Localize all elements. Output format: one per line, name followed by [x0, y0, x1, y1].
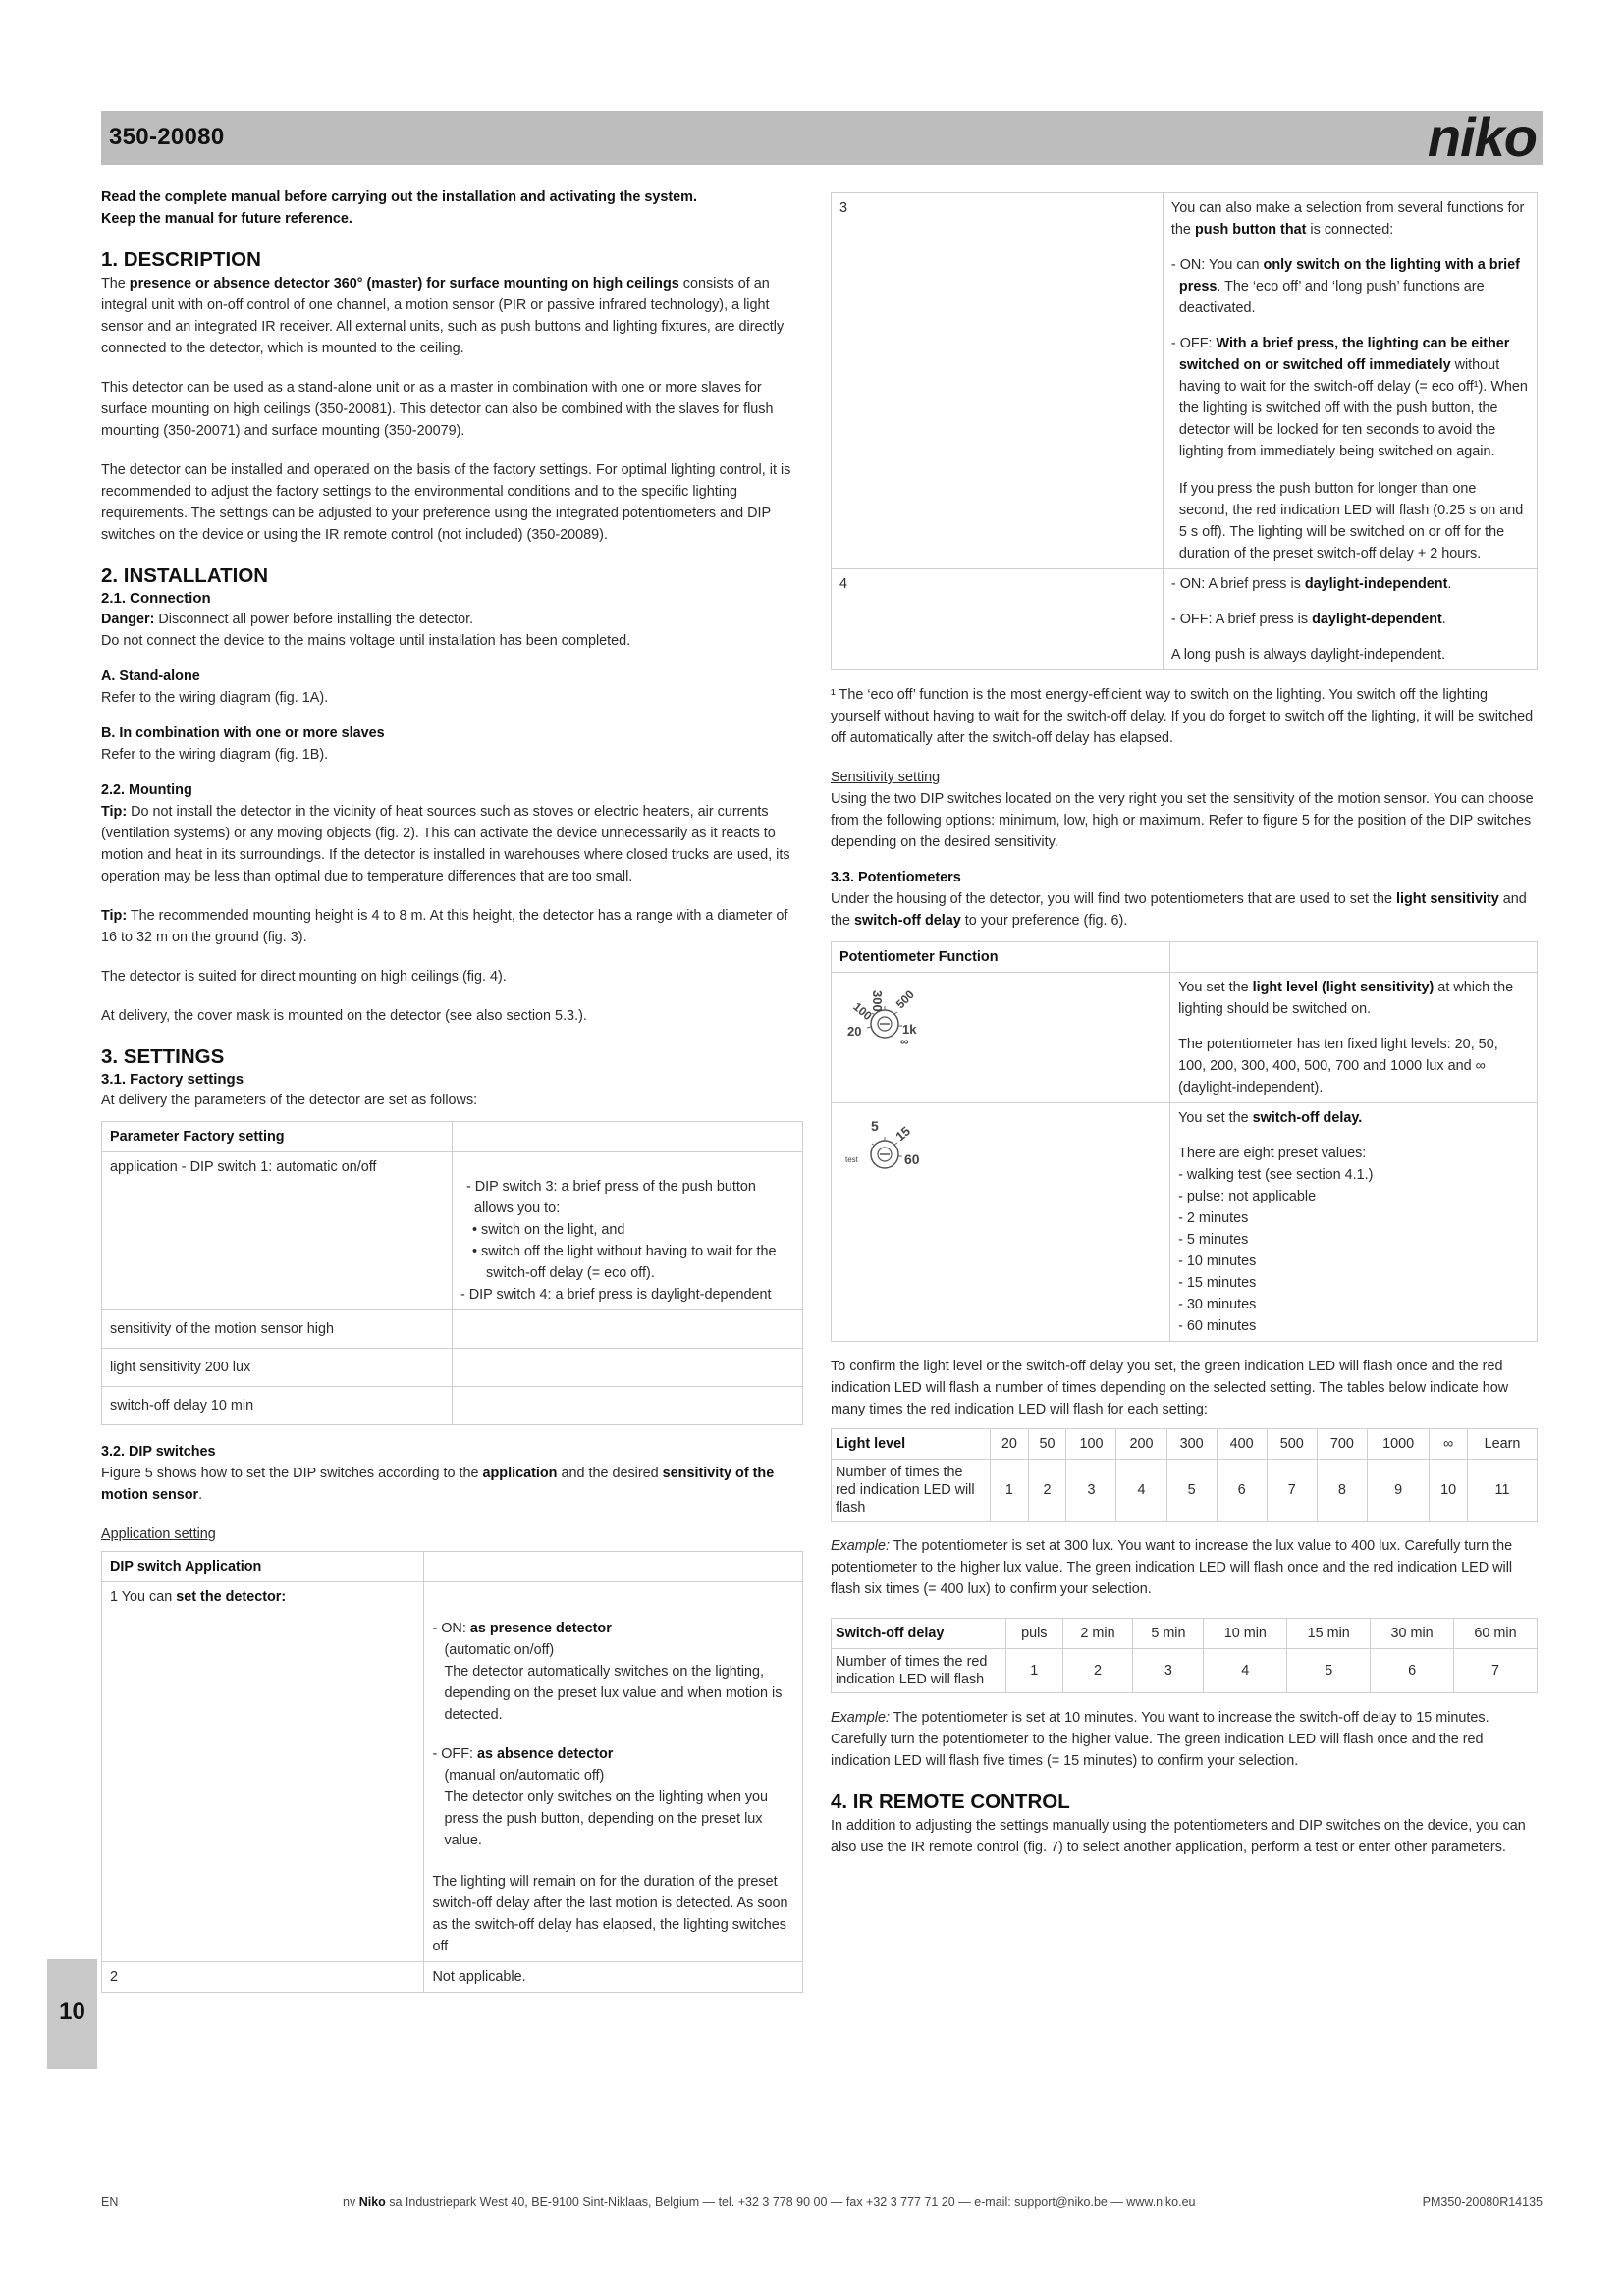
- confirm-text: To confirm the light level or the switch-off delay you set, the green indication LED will flash once and the red indication LED will flash a number of times depending on the selected setting. The tables below indicate how many times the red indication LED will flash for each setting:: [831, 1359, 1509, 1417]
- potentiometers-heading: 3.3. Potentiometers: [831, 870, 961, 885]
- example-2: Example: The potentiometer is set at 10 minutes. You want to increase the switch-off delay to 15 minutes. Carefully turn the potentiometer to the higher value. The green indication LED will flash once and the red indication LED will flash five times (= 15 minutes) to confirm your selection.: [831, 1710, 1489, 1769]
- dip-row-4-detail: - ON: A brief press is daylight-independent. - OFF: A brief press is daylight-dependent. A long push is always daylight-independent.: [1163, 569, 1537, 670]
- potentiometer-table: [831, 941, 1538, 1342]
- description-paragraph-1: The presence or absence detector 360° (master) for surface mounting on high ceilings consists of an integral unit with on-off control of one channel, a motion sensor (PIR or passive infrared technology), a light sensor and an integrated IR receiver. All external units, such as push buttons and lighting fixtures, are directly connected to the detector, which is mounted to the ceiling.: [101, 276, 785, 356]
- dial-label-100: 100: [850, 999, 875, 1024]
- dial-label-5: 5: [871, 1118, 879, 1134]
- list-item: - 30 minutes: [1178, 1297, 1257, 1312]
- ir-remote-text: In addition to adjusting the settings manually using the potentiometers and DIP switches on the device, you can also use the IR remote control (fig. 7) to select another application, perform a test or enter other parameters.: [831, 1818, 1526, 1855]
- installation-heading: 2. INSTALLATION: [101, 564, 269, 587]
- dial-label-60: 60: [904, 1151, 920, 1167]
- list-item: • switch off the light without having to wait for the switch-off delay (= eco off).: [472, 1244, 777, 1281]
- table-row: sensitivity of the motion sensor high: [102, 1310, 803, 1349]
- direct-mounting-text: The detector is suited for direct mounting on high ceilings (fig. 4).: [101, 969, 507, 985]
- dip-row-1-detail: - ON: as presence detector (automatic on/off) The detector automatically switches on the lighting, depending on the preset lux value and when motion is detected. - OFF: as absence detector (manual on/automatic off) The detector only switches on the lighting when you press the push button, depending on the preset lux value. The lighting will remain on for the duration of the preset switch-off delay after the last motion is detected. As soon as the switch-off delay has elapsed, the lighting switches off: [424, 1582, 803, 1962]
- danger-text: Danger: Disconnect all power before installing the detector.: [101, 612, 474, 627]
- page-number: 10: [59, 1999, 85, 2025]
- tip-2: Tip: The recommended mounting height is 4 to 8 m. At this height, the detector has a range with a diameter of 16 to 32 m on the ground (fig. 3).: [101, 908, 788, 945]
- list-item: - 2 minutes: [1178, 1210, 1249, 1226]
- no-connect-text: Do not connect the device to the mains voltage until installation has been completed.: [101, 633, 631, 649]
- description-paragraph-3: The detector can be installed and operated on the basis of the factory settings. For optimal lighting control, it is recommended to adjust the factory settings to the environmental conditions and to the specific lighting requirements. The settings can be adjusted to your preference using the integrated potentiometers and DIP switches on the device or using the IR remote control (not included) (350-20089).: [101, 462, 791, 543]
- dip-table-header: DIP switch Application: [102, 1552, 424, 1582]
- slaves-heading: B. In combination with one or more slaves: [101, 725, 385, 741]
- table-row: 2 Not applicable.: [102, 1962, 803, 1993]
- table-row: [102, 1122, 803, 1152]
- document-code: 350-20080: [109, 124, 225, 150]
- switch-off-delay-label: Switch-off delay: [832, 1619, 1006, 1649]
- intro-line-2: Keep the manual for future reference.: [101, 211, 352, 227]
- slaves-text: Refer to the wiring diagram (fig. 1B).: [101, 747, 329, 763]
- list-item: - 10 minutes: [1178, 1254, 1257, 1269]
- header-bar: [101, 106, 1543, 168]
- cover-mask-text: At delivery, the cover mask is mounted on the detector (see also section 5.3.).: [101, 1008, 587, 1024]
- table-row: [832, 973, 1538, 1103]
- factory-settings-heading: 3.1. Factory settings: [101, 1071, 244, 1088]
- light-level-label: Light level: [832, 1429, 991, 1460]
- ir-remote-heading: 4. IR REMOTE CONTROL: [831, 1790, 1070, 1813]
- example-1: Example: The potentiometer is set at 300 lux. You want to increase the lux value to 400 lux. Carefully turn the potentiometer to the higher lux value. The green indication LED will flash once and the red indication LED will flash six times (= 400 lux) to confirm your selection.: [831, 1538, 1513, 1597]
- dip-switch-table-continued: [831, 192, 1538, 670]
- table-row: switch-off delay 10 min: [102, 1387, 803, 1425]
- switch-off-delay-dial-icon: [839, 1107, 934, 1192]
- dip-switches-text: Figure 5 shows how to set the DIP switches according to the application and the desired sensitivity of the motion sensor.: [101, 1466, 775, 1503]
- mounting-heading: 2.2. Mounting: [101, 782, 192, 798]
- application-label: application - DIP switch 1: automatic on/off: [102, 1152, 453, 1310]
- footer-address: nv Niko sa Industriepark West 40, BE-9100 Sint-Niklaas, Belgium — tel. +32 3 778 90 00 — fax +32 3 777 71 20 — e-mail: support@niko.be — www.niko.eu: [343, 2195, 1196, 2209]
- dip-switches-heading: 3.2. DIP switches: [101, 1444, 216, 1460]
- standalone-text: Refer to the wiring diagram (fig. 1A).: [101, 690, 329, 706]
- sensitivity-setting-heading: Sensitivity setting: [831, 770, 941, 785]
- factory-settings-table: [101, 1121, 803, 1425]
- description-heading: 1. DESCRIPTION: [101, 248, 261, 271]
- switch-off-delay-description: You set the switch-off delay. There are eight preset values: - walking test (see section 4.1.) - pulse: not applicable - 2 minutes - 5 minutes - 10 minutes - 15 minutes - 30 minutes - 60 minutes: [1170, 1103, 1538, 1342]
- dial-label-1k: 1k: [902, 1022, 917, 1037]
- light-level-description: You set the light level (light sensitivity) at which the lighting should be switched on. The potentiometer has ten fixed light levels: 20, 50, 100, 200, 300, 400, 500, 700 and 1000 lux and ∞ (daylight-independent).: [1170, 973, 1538, 1103]
- intro-line-1: Read the complete manual before carrying out the installation and activating the system.: [101, 189, 697, 205]
- dial-label-test: test: [845, 1155, 858, 1164]
- page-number-tab: [47, 1959, 97, 2069]
- list-item: • switch on the light, and: [472, 1222, 625, 1238]
- application-detail: - DIP switch 3: a brief press of the push button allows you to: • switch on the light, and • switch off the light without having to wait for the switch-off delay (= eco off). - DIP switch 4: a brief press is daylight-dependent: [453, 1152, 803, 1310]
- left-column: [101, 187, 803, 1993]
- table-row: [102, 1152, 803, 1310]
- table-row: Number of times the red indication LED will flash 1 2 3 4 5 6 7 8 9 10 11: [832, 1460, 1538, 1522]
- potentiometer-table-header: Potentiometer Function: [832, 942, 1170, 973]
- dial-label-15: 15: [893, 1123, 913, 1145]
- dip-row-1-label: 1 You can set the detector:: [102, 1582, 424, 1962]
- list-item: - walking test (see section 4.1.): [1178, 1167, 1374, 1183]
- list-item: - pulse: not applicable: [1178, 1189, 1317, 1204]
- table-row: [102, 1552, 803, 1582]
- niko-logo: niko: [1427, 106, 1537, 168]
- switch-off-delay-table: [831, 1618, 1538, 1693]
- factory-table-header: Parameter Factory setting: [102, 1122, 453, 1152]
- tip-1: Tip: Do not install the detector in the vicinity of heat sources such as stoves or electric heaters, air currents (ventilation systems) or any moving objects (fig. 2). This can activate the device unnecessarily as it reacts to motion and heat in its surroundings. If the detector is installed in warehouses where closed trucks are used, its operation may be less than optimal due to temperature differences that are too small.: [101, 804, 790, 884]
- table-row: [832, 942, 1538, 973]
- sensitivity-setting-text: Using the two DIP switches located on the very right you set the sensitivity of the motion sensor. You can choose from the following options: minimum, low, high or maximum. Refer to figure 5 for the position of the DIP switches depending on the desired sensitivity.: [831, 791, 1534, 850]
- table-row: light sensitivity 200 lux: [102, 1349, 803, 1387]
- dip-switch-table: [101, 1551, 803, 1993]
- dial-label-500: 500: [893, 988, 917, 1012]
- dip-row-3-detail: You can also make a selection from several functions for the push button that is connected: - ON: You can only switch on the lighting with a brief press. The ‘eco off’ and ‘long push’ functions are deactivated. - OFF: With a brief press, the lighting can be either switched on or switched off immediately without having to wait for the switch-off delay (= eco off¹). When the lighting is switched off with the push button, the detector will be locked for ten seconds to avoid the lighting from immediately being switched on again. If you press the push button for longer than one second, the red indication LED will flash (0.25 s on and 5 s off). The lighting will be switched on or off for the duration of the preset switch-off delay + 2 hours.: [1163, 193, 1537, 569]
- list-item: - 60 minutes: [1178, 1318, 1257, 1334]
- dial-label-infinity: ∞: [900, 1035, 909, 1048]
- table-row: Switch-off delay puls 2 min 5 min 10 min 15 min 30 min 60 min: [832, 1619, 1538, 1649]
- table-row: Number of times the red indication LED will flash 1 2 3 4 5 6 7: [832, 1649, 1538, 1693]
- table-row: Light level 20 50 100 200 300 400 500 700 1000 ∞ Learn: [832, 1429, 1538, 1460]
- standalone-heading: A. Stand-alone: [101, 668, 200, 684]
- footer-reference: PM350-20080R14135: [1422, 2195, 1543, 2209]
- footer-language: EN: [101, 2195, 119, 2209]
- table-row: [832, 1103, 1538, 1342]
- settings-heading: 3. SETTINGS: [101, 1045, 225, 1068]
- right-column: [831, 192, 1538, 1858]
- dial-label-300: 300: [870, 990, 885, 1012]
- dial-label-20: 20: [847, 1024, 862, 1039]
- factory-intro: At delivery the parameters of the detector are set as follows:: [101, 1093, 478, 1108]
- list-item: - 5 minutes: [1178, 1232, 1249, 1248]
- table-row: 3 You can also make a selection from several functions for the push button that is connected: - ON: You can only switch on the lighting with a brief press. The ‘eco off’ and ‘long push’ functions are deactivated. - OFF: With a brief press, the lighting can be either switched on or switched off immediately without having to wait for the switch-off delay (= eco off¹). When the lighting is switched off with the push button, the detector will be locked for ten seconds to avoid the lighting from immediately being switched on again. If you press the push button for longer than one second, the red indication LED will flash (0.25 s on and 5 s off). The lighting will be switched on or off for the duration of the preset switch-off delay + 2 hours.: [832, 193, 1538, 569]
- table-row: 4 - ON: A brief press is daylight-independent. - OFF: A brief press is daylight-dependent. A long push is always daylight-independent.: [832, 569, 1538, 670]
- light-level-table: [831, 1428, 1538, 1522]
- description-paragraph-2: This detector can be used as a stand-alone unit or as a master in combination with one or more slaves for surface mounting on high ceilings (350-20081). This detector can also be combined with the slaves for flush mounting (350-20071) and surface mounting (350-20079).: [101, 380, 774, 439]
- light-level-dial-icon: [839, 977, 934, 1061]
- connection-heading: 2.1. Connection: [101, 590, 211, 607]
- potentiometers-text: Under the housing of the detector, you will find two potentiometers that are used to set the light sensitivity and the switch-off delay to your preference (fig. 6).: [831, 891, 1527, 929]
- list-item: - 15 minutes: [1178, 1275, 1257, 1291]
- footnote: ¹ The ‘eco off’ function is the most energy-efficient way to switch on the lighting. You switch off the lighting yourself without having to wait for the switch-off delay. If you do forget to switch off the lighting, it will be switched off automatically after the switch-off delay has elapsed.: [831, 687, 1534, 746]
- application-setting-label: Application setting: [101, 1526, 216, 1542]
- table-row: [102, 1582, 803, 1962]
